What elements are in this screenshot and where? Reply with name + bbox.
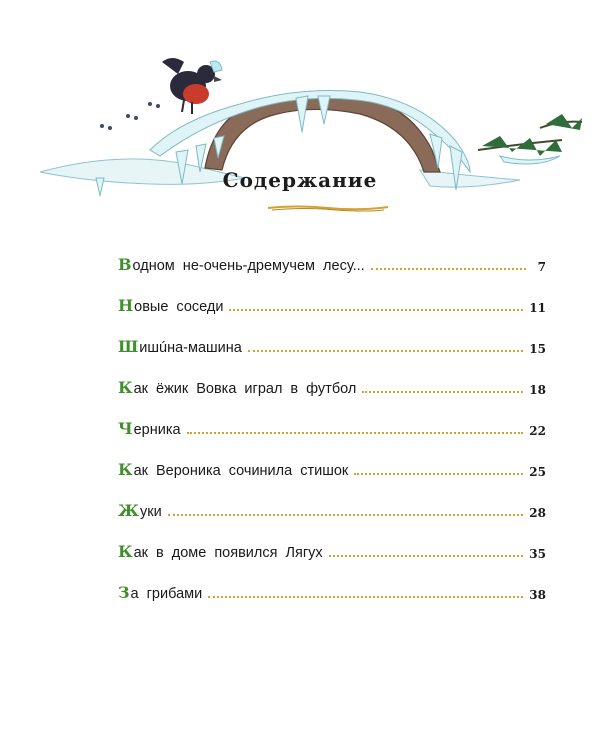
entry-initial: Ж [118,501,139,520]
entry-initial: З [118,583,130,602]
dot-leader [371,267,526,270]
footprints [100,102,160,130]
dot-leader [354,472,523,475]
dot-leader [362,390,523,393]
toc-entry[interactable] [118,582,546,602]
dot-leader [229,308,523,311]
entry-page-number: 15 [529,342,546,356]
toc-entry[interactable] [118,459,546,479]
entry-page-number: 38 [529,588,546,602]
toc-entry[interactable] [118,336,546,356]
dot-leader [248,349,523,352]
entry-initial: К [118,460,133,479]
pine-branch [478,114,582,164]
page-title: Содержание [222,168,378,192]
toc-entry[interactable] [118,541,546,561]
entry-page-number: 35 [529,547,546,561]
dot-leader [187,431,524,434]
entry-page-number: 11 [529,301,546,315]
entry-initial: К [118,542,133,561]
entry-initial: Н [118,296,134,315]
dot-leader [329,554,524,557]
entry-page-number: 25 [529,465,546,479]
bullfinch-illustration [162,58,222,114]
entry-title: ерника [133,422,181,438]
entry-initial: Ш [118,337,139,356]
entry-title: ак в доме появился Лягух [133,545,323,561]
entry-title: овые соседи [134,299,224,315]
entry-title: ак Вероника сочинила стишок [133,463,349,479]
table-of-contents [118,254,546,623]
entry-title: одном не-очень-дремучем лесу... [132,258,365,274]
entry-initial: К [118,378,133,397]
entry-initial: В [118,255,132,274]
entry-page-number: 22 [529,424,546,438]
entry-title: ак ёжик Вовка играл в футбол [133,381,357,397]
entry-title: ишúна-машина [139,340,242,356]
toc-entry[interactable] [118,418,546,438]
dot-leader [168,513,524,516]
dot-leader [208,595,523,598]
entry-title: а грибами [130,586,203,602]
toc-entry[interactable] [118,254,546,274]
icicle-4 [296,96,308,132]
entry-title: уки [140,504,162,520]
toc-entry[interactable] [118,377,546,397]
entry-page-number: 28 [529,506,546,520]
entry-page-number: 7 [537,260,546,274]
toc-entry[interactable] [118,500,546,520]
entry-initial: Ч [118,419,133,438]
title-underline [266,204,390,212]
toc-entry[interactable] [118,295,546,315]
entry-page-number: 18 [529,383,546,397]
